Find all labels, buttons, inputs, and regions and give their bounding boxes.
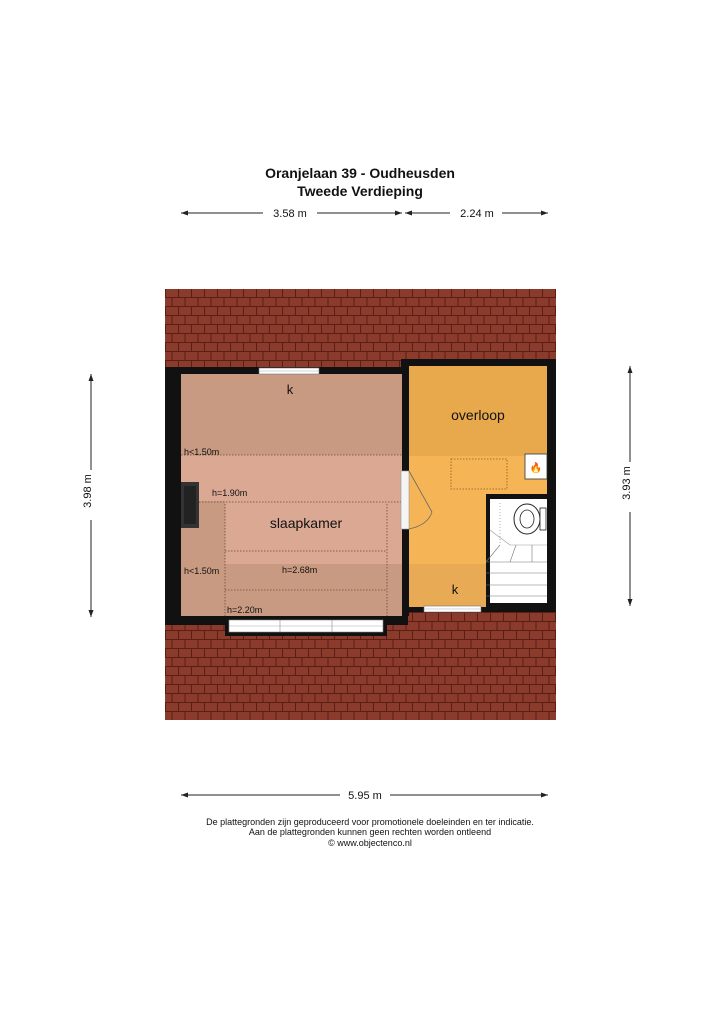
height-label-268: h=2.68m <box>282 565 318 575</box>
room-label-slaapkamer: slaapkamer <box>269 515 343 531</box>
window-top-slaapkamer <box>259 368 319 374</box>
dimension-label-bottom: 5.95 m <box>348 790 382 802</box>
dimension-label-top-right: 2.24 m <box>460 208 494 220</box>
plan-title: Oranjelaan 39 - Oudheusden <box>265 165 455 181</box>
dimension-label-top-left: 3.58 m <box>273 208 307 220</box>
dormer-window <box>225 616 387 636</box>
disclaimer-line-1: De plattegronden zijn geproduceerd voor promotionele doeleinden en ter indicatie. <box>206 817 534 827</box>
disclaimer-copyright: © www.objectenco.nl <box>328 838 412 848</box>
window-bottom-overloop <box>424 606 481 612</box>
floor-subtitle: Tweede Verdieping <box>297 183 423 199</box>
dimension-label-left: 3.98 m <box>82 474 94 508</box>
svg-text:🔥: 🔥 <box>529 463 543 474</box>
boiler-icon <box>525 454 547 479</box>
height-label-220: h=2.20m <box>227 605 263 615</box>
height-label-bottom-low: h<1.50m <box>184 566 220 576</box>
room-label-overloop: overloop <box>451 407 505 423</box>
k-label-bottom: k <box>451 582 459 597</box>
k-label-top: k <box>286 382 294 397</box>
disclaimer-line-2: Aan de plattegronden kunnen geen rechten worden ontleend <box>248 827 492 837</box>
height-label-190: h=1.90m <box>212 488 248 498</box>
dimension-label-right: 3.93 m <box>621 466 633 500</box>
height-label-top-low: h<1.50m <box>184 447 220 457</box>
toilet-icon <box>514 504 546 534</box>
